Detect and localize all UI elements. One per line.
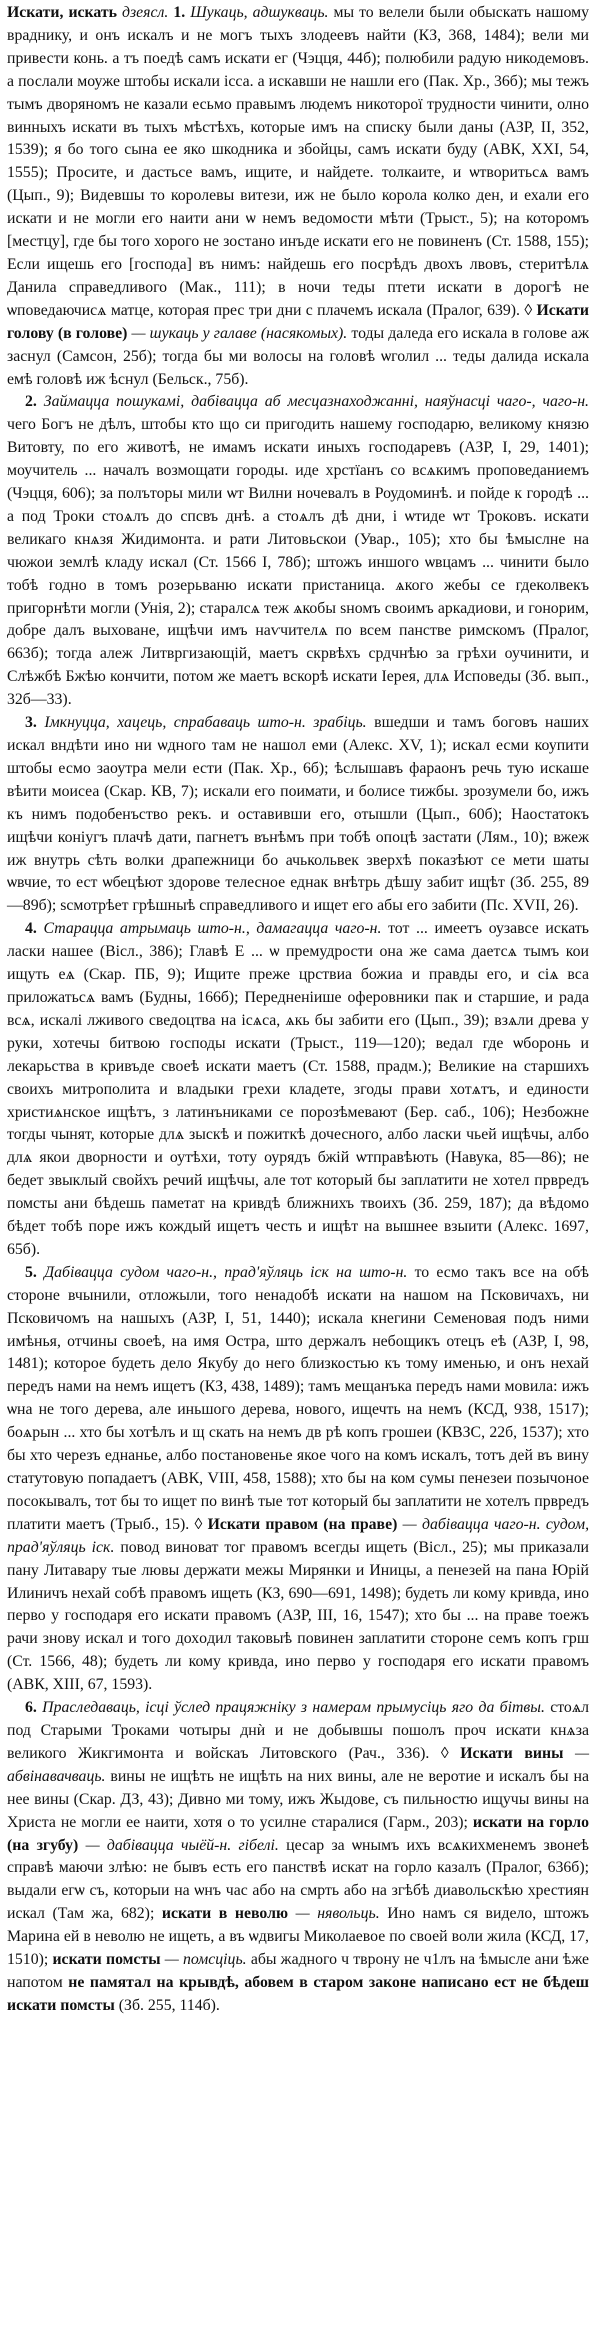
sense-gloss: Займацца пошукамі, дабівацца аб месцазнаходжанні, наяўнасці чаго-, чаго-н. [43, 393, 589, 411]
sense-number: 2. [25, 393, 37, 411]
sense-citations: вшедши и тамъ боговъ наших искал вндѣти ино ни ѡдного там не нашол еми (Алекс. XV, 1); искал есми коупити штобы есмо заоутра мели ести (Пак. Хр., 6б); ѣслышавъ фараонъ речь тую искаше вѣити моисеа (Скар. КВ, 7); искали его поимати, и болисе тижбы. зрозумели бо, ижъ къ нимъ подобенъство рекъ. и оставивши его, отышли (Цып., 60б); Наостатокъ ищѣчи коніугъ плачѣ дати, пагнетъ вънѣмъ при тобѣ опоцѣ застати (Лям., 10); вжеж иж внутрь сѣть волки драпежници бо ачькольвек зверхѣ показѣют се мети шаты ѡвчие, то ест ѡбецѣют здорове телесное еднак внѣтрь дѣшу забит ищѣт (Зб. 255, 89—89б); ѕсмотрѣет грѣшныѣ справедливого и ищет его абы его забити (Пс. XVII, 26). [7, 714, 589, 915]
sense-number: 3. [25, 714, 37, 732]
sense-gloss: Імкнуцца, хацець, спрабаваць што-н. зрабіць. [44, 714, 367, 732]
dictionary-entry [7, 2, 589, 391]
sense-citations: то есмо такъ все на обѣ стороне вчынили, отложыли, того ненадобѣ искати на нашом на Псковичахъ, ни Псковичомъ на нашыхъ (АЗР, I, 51, 1440); искала кнегини Семеновая подъ ними имѣнья, отчины своеѣ, на имя Остра, што держалъ небощикъ отецъ еѣ (АЗР, I, 98, 1481); которое будеть дело Якубу до него близкостью къ тому именью, и онъ нехай передъ нами на немъ ищетъ (КЗ, 438, 1489); тамъ мещанъка передъ нами мовила: ижъ ѡна не того дерева, але иньшого дерева, нового, ищечть на немъ (КСД, 938, 1517); боѧрын ... хто бы хотѣлъ и щ скать на немъ дв рѣ копъ грошеи (КВЗС, 22б, 1537); хто бы хто черезъ еднанье, албо постановенье якое чого на комъ искалъ, тотъ дей въ вину статутовую попадаетъ (АВК, VIII, 458, 1588); хто бы на ком сумы пенезеи позычоное посокывалъ, тот бы то ищет по винѣ тые тот который бы заплатити не хотелъ првредъ платити маетъ (Трыб., 15). [7, 1263, 589, 1533]
phrase-citations: Ино намъ ся видело, штожъ Марина ей в неволю не ищеть, а въ ѡдвигы Миколаевое по своей воли жила (КСД, 17, 1510); [7, 1905, 590, 1969]
sense-paragraph [7, 1262, 589, 1697]
sense-paragraph [7, 1697, 589, 2018]
phrase-gloss: — дабівацца чыёй-н. гібелі. [85, 1836, 279, 1854]
sense-gloss: Стараццa атрымаць што-н., дамагацца чаго-н. [43, 920, 382, 938]
sense-paragraph [7, 391, 589, 712]
phrase-citations: вины не ищѣть не ищѣть на них вины, але не веротие и искалъ бы на нее вины (Скар. ДЗ, 43); Дивно ми тому, ижъ Жыдове, съ пильностю ищучы вины на Христа не могли ее наити, хотя о то усилне старалися (Гарм., 203); [7, 1767, 589, 1831]
phrase-citations: повод виноват тог правомъ всегды ищеть (Вісл., 25); мы приказали пану Литавару тые лювы держати межы Мирянки и Иницы, а пенезей на пана Юрій Илиничъ нехай собѣ правомъ ищеть (КЗ, 690—691, 1498); будеть ли кому кривда, ино перво у господаря его искати правомъ (АЗР, III, 16, 1547); хто бы ... на праве тоежъ рачи знову искал и того дохoдил таковыѣ повинен заплатити стороне семъ копъ грш (Ст. 1566, 48); будеть ли кому кривда, ино перво у господаря его искати правомъ (АВК, XIII, 67, 1593). [7, 1538, 589, 1694]
sense-number: 5. [25, 1263, 37, 1281]
sense-paragraph [7, 918, 589, 1262]
phrase-term: Искати правом (на праве) [207, 1515, 398, 1533]
phrase-gloss: — помсціць. [164, 1951, 247, 1969]
phrase-term: Искати голову (в голове) [7, 301, 590, 342]
phrase-gloss: — абвінавачваць. [7, 1744, 590, 1785]
phrase-marker: ◊ [194, 1515, 203, 1533]
phrase-term: искати на горло (на згубу) [7, 1813, 589, 1854]
phrase-gloss: — дабівацца чаго-н. судом, прад'яўляць іск. [7, 1515, 590, 1556]
sense-paragraph [7, 712, 589, 918]
phrase-term: искати помсты [52, 1951, 161, 1969]
sense-citations: чего Богъ не дѣлъ, штобы кто що си пригодить нашему господарю, великому князю Витовту, по его животѣ, не имамъ искати иныхъ господаревъ (АЗР, I, 29, 1401); моучитель ... началъ возмощати городы. иде хрстїанъ со всѧкимъ проповеданиемъ (Чэцця, 606); за полъторы мили ѡт Вилни ночевалъ в Роудоминѣ. и пойде к городѣ ... а под Троки стоѧлъ до спсвъ днѣ. а стоѧлъ дѣ дни, і ѡтиде ѡт Троковъ. искати великаго кнѧзя Жидимонта. и рати Литовьскои (Увар., 105); хто бы ѣмыслне на чюжои землѣ кладу искал (Ст. 1566 I, 78б); штожъ иншого ѡвцамъ ... чинити было тобѣ годно в томъ розерьваню искати пристаница. ѧкого жебы се гдеколвекъ пригорнѣти могли (Унія, 2); старалсѧ теж ѧкобы ѕномъ своимъ аркадиови, и гонорим, добре далъ выховане, ищѣчи имъ наѵчителѧ по всем панстве римскомъ (Пралог, 663б); тогда алеж Литвргизающій, маетъ скрвѣхъ срдчнѣю за грѣхи оучинити, и Слѣжбѣ Бжѣю кончити, потом же маетъ вскорѣ искати Іерея, длѧ Исповеды (Зб. вып., 32б—33). [7, 416, 589, 709]
sense-citations: тот ... имеетъ оузавсе искать ласки нашее (Вісл., 386); Главѣ Е ... ѡ премудрости она же сама даетсѧ тымъ кои ищуть еѧ (Скар. ПБ, 9); Ищите преже црствиа божиа и правды его, и сіѧ вса приложатьсѧ вамъ (Будны, 166б); Передненіише оферовники пак и старшие, и рада всѧ, искалі лживого сведоцтва на ісѧса, ѧкь бы забити его (Цып., 39); взѧли древа у руки, хотечы битвою господы искати (Трыст., 119—120); ведал где ѡборонь и лекарьства в кривъде своеѣ искати маетъ (Ст. 1588, прадм.); Великие на старшихъ своихъ митрополита и владыки грехи кладете, згоды прави хотѧтъ, и единости христиѧнское ищѣтъ, з латинъниками се порозѣмевают (Бер. саб., 106); Незбожне тогды чынят, которые длѧ зыскѣ и пожиткѣ дочесного, албо ласки чьей ищѣчы, албо длѧ якои дворности и оутѣхи, тоту оурядъ бжій ѡтправѣють (Навука, 85—86); не бедет звыклый свойхъ речий ищѣчы, але тот который бы заплатити не хотел првредъ помсты ани бѣдешь паметат на кривдѣ ближнихъ твоихъ (Зб. 259, 187); да вѣдомо бѣдет тобѣ поре ижъ кождый ищетъ честь и ищѣт на вышнее взыити (Алекс. 1697, 65б). [7, 920, 590, 1258]
sense-gloss: Шукаць, адшукваць. [190, 4, 329, 21]
phrase-gloss: — нявольць. [295, 1905, 380, 1923]
headword: Искати, искать [7, 4, 118, 21]
phrase-term: Искати вины [460, 1744, 564, 1762]
sense-gloss: Праследаваць, ісці ўслед працяжніку з намерам прымусіць яго да бітвы. [42, 1699, 545, 1717]
phrase-citations: цесар за ѡнымъ ихъ всѧкихменемъ звонеѣ справѣ маючи злѣю: не бывъ есть его панствѣ искат на горло казалъ (Пралог, 636б); выдали егѡ съ, которыи на ѡнъ час або на смрть або на згѣбѣ диавольскѣю хрестиян искал (Там жа, 682); [7, 1836, 589, 1923]
sense-number: 6. [25, 1699, 37, 1717]
phrase-marker: ◊ [524, 301, 533, 319]
sense-number: 1. [173, 4, 186, 21]
phrase-citations: абы жадного ч тврону не ч1лъ на ѣмысле ани ѣже напотом [7, 1951, 590, 1991]
phrase-citations: тоды даледа его искала в голове аж заснул (Самсон, 25б); тогда бы ми волосы на головѣ ѡголил ... теды далида искала емѣ головѣ иж ѣснул (Бельск., 75б). [7, 324, 590, 388]
phrase-gloss: — шукаць у галаве (насякомых). [131, 324, 348, 342]
final-quotation: не памятал на крывдѣ, абовем в старом законе написано ест не бѣдеш искати помсты [7, 1973, 590, 2014]
sense-citations: мы то велели были обыскать нашому враднику, и онъ искалъ и не могъ тыхъ злодеевъ найти (КЗ, 368, 1484); вели ми привести конь. а тъ поедѣ самъ искати ег (Чэцця, 44б); полюбили радую никодемовъ. а послали моуже штобы искали ісса. а искавши не нашли его (Пак. Хр., 36б); мы тежъ тымъ дворяномъ не казали есьмо правымъ людемъ никоторої трудности чинити, олно винныхъ искати въ тыхъ мѣстѣхъ, которые имъ на списку были даны (АЗР, II, 352, 1539); я бо того сына ее яко шкодника и збойцы, самъ искати буду (АВК, XXI, 54, 1555); Просите, и дастьсе вамъ, ищите, и найдете. толкаите, и ѡтворитьсѧ вамъ (Цып., 9); Видевшы то королевы витези, иж не было корола колко ден, и ехали его искати и не могли его наити ани ѡ немъ ведомости мѣти (Трыст., 5); на которомъ [местцу], где бы того хорого не зостано инъде искати его не повиненъ (Ст. 1588, 155); Если ищешь его [господа] въ нимъ: найдешь его посрѣдъ двохъ лвовъ, стеритѣлѧ Данила справедливого (Мак., 111); в ночи теды птети искати в дорогѣ не ѡповедаючисѧ матце, которая прес три дни с плачемъ искала (Пралог, 639). [7, 4, 590, 319]
phrase-marker: ◊ [440, 1744, 449, 1762]
sense-number: 4. [25, 920, 37, 938]
part-of-speech: дзеясл. [122, 4, 169, 21]
phrase-term: искати в неволю [161, 1905, 289, 1923]
sense-citations: стоѧл под Старыми Троками чотыры днѝ и не добывшы пошолъ проч искати кнѧза великого Жикгимонта и войскаъ Литовского (Рач., 336). [7, 1699, 590, 1762]
final-source: (Зб. 255, 114б). [118, 1996, 220, 2014]
sense-gloss: Дабівацца судом чаго-н., прад'яўляць іск на што-н. [44, 1263, 408, 1281]
